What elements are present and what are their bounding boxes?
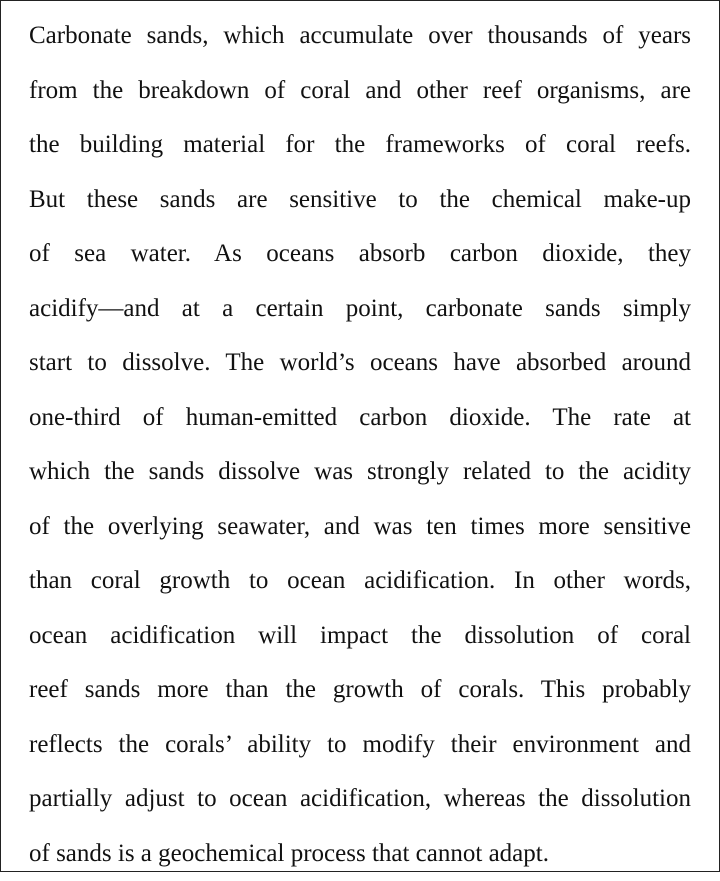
passage-line: the building material for the frameworks of coral reefs. (29, 118, 691, 173)
passage-line: Carbonate sands, which accumulate over thousands of years (29, 9, 691, 64)
passage-line: which the sands dissolve was strongly related to the acidity (29, 445, 691, 500)
passage-line: of sands is a geochemical process that cannot adapt. (29, 827, 691, 881)
passage-line: from the breakdown of coral and other reef organisms, are (29, 64, 691, 119)
passage-line: ocean acidification will impact the dissolution of coral (29, 609, 691, 664)
passage-line: reflects the corals’ ability to modify their environment and (29, 718, 691, 773)
passage-line: of the overlying seawater, and was ten times more sensitive (29, 500, 691, 555)
passage-line: acidify—and at a certain point, carbonate sands simply (29, 282, 691, 337)
passage-line: one-third of human-emitted carbon dioxide. The rate at (29, 391, 691, 446)
passage-line: partially adjust to ocean acidification, whereas the dissolution (29, 772, 691, 827)
passage-line: But these sands are sensitive to the chemical make-up (29, 173, 691, 228)
passage-line: reef sands more than the growth of corals. This probably (29, 663, 691, 718)
passage-line: of sea water. As oceans absorb carbon dioxide, they (29, 227, 691, 282)
passage-line: than coral growth to ocean acidification. In other words, (29, 554, 691, 609)
passage-line: start to dissolve. The world’s oceans have absorbed around (29, 336, 691, 391)
passage-text (29, 9, 691, 881)
